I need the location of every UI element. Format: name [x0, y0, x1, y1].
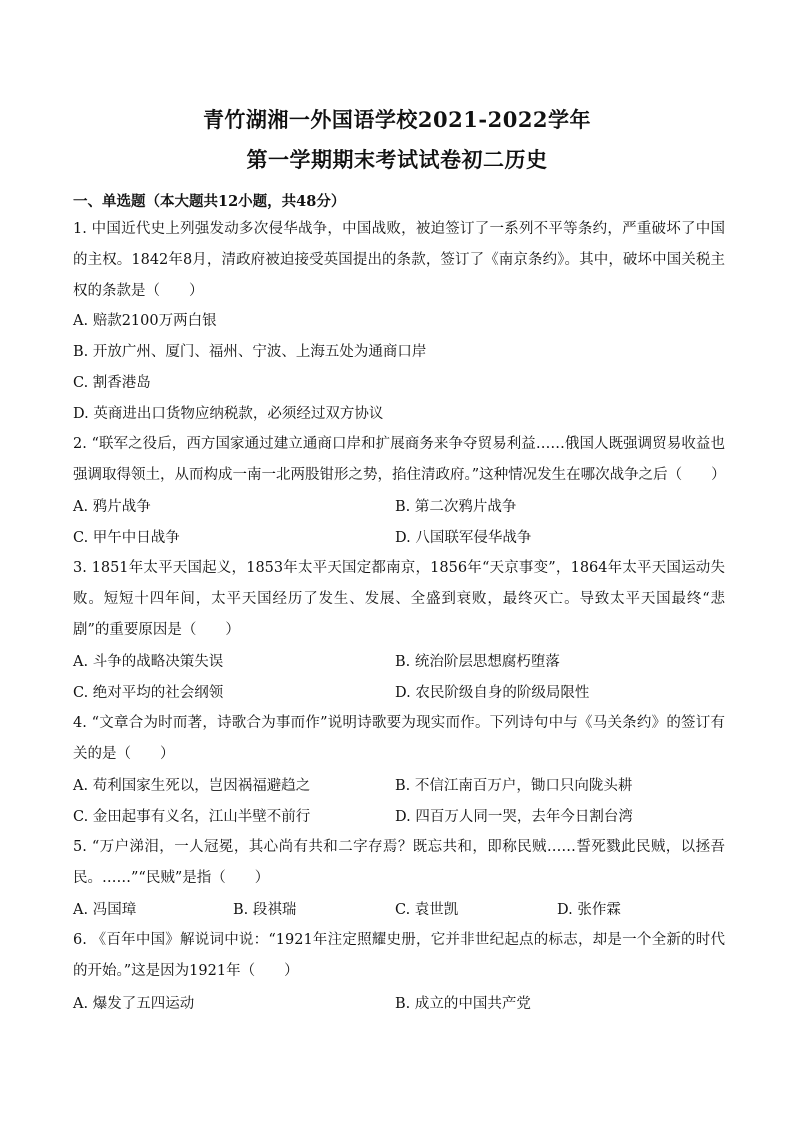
question-6-option-a[interactable]: A. 爆发了五四运动	[73, 996, 195, 1012]
question-5-option-b[interactable]: B. 段祺瑞	[233, 902, 297, 918]
question-4-option-c[interactable]: C. 金田起事有义名，江山半壁不前行	[73, 809, 311, 825]
question-1-stem: 1. 中国近代史上列强发动多次侵华战争，中国战败，被迫签订了一系列不平等条约，严重破坏了中国的主权。1842年8月，清政府被迫接受英国提出的条款，签订了《南京条约》。其中，破坏中国关税主权的条款是（ ）	[73, 221, 725, 299]
question-3-option-d[interactable]: D. 农民阶级自身的阶级局限性	[395, 685, 590, 701]
question-1-option-d[interactable]: D. 英商进出口货物应纳税款，必须经过双方协议	[73, 406, 384, 422]
question-1-option-a[interactable]: A. 赔款2100万两白银	[73, 313, 217, 329]
question-2-option-d[interactable]: D. 八国联军侵华战争	[395, 530, 532, 546]
question-1-option-c[interactable]: C. 割香港岛	[73, 375, 151, 391]
question-4-option-d[interactable]: D. 四百万人同一哭，去年今日割台湾	[395, 809, 633, 825]
question-3-option-a[interactable]: A. 斗争的战略决策失误	[73, 654, 224, 670]
exam-title-line1: 青竹湖湘一外国语学校2021-2022学年	[202, 107, 592, 132]
question-5-option-a[interactable]: A. 冯国璋	[73, 902, 137, 918]
question-6-stem: 6. 《百年中国》解说词中说：“1921年注定照耀史册，它并非世纪起点的标志，却是一个全新的时代的开始。”这是因为1921年（ ）	[73, 932, 725, 979]
question-2-option-c[interactable]: C. 甲午中日战争	[73, 530, 180, 546]
question-2-option-b[interactable]: B. 第二次鸦片战争	[395, 499, 517, 515]
question-2-stem: 2. “联军之役后，西方国家通过建立通商口岸和扩展商务来争夺贸易利益……俄国人既强调贸易收益也强调取得领土，从而构成一南一北两股钳形之势，掐住清政府。”这种情况发生在哪次战争之后（ ）	[73, 436, 726, 483]
question-3-option-b[interactable]: B. 统治阶层思想腐朽堕落	[395, 654, 560, 670]
exam-title-line2: 第一学期期末考试试卷初二历史	[246, 147, 548, 172]
question-4-stem: 4. “文章合为时而著，诗歌合为事而作”说明诗歌要为现实而作。下列诗句中与《马关条约》的签订有关的是（ ）	[73, 715, 725, 762]
question-3-stem: 3. 1851年太平天国起义，1853年太平天国定都南京，1856年“天京事变”，1864年太平天国运动失败。短短十四年间，太平天国经历了发生、发展、全盛到衰败，最终灭亡。导致太平天国最终“悲剧”的重要原因是（ ）	[73, 560, 725, 638]
question-3-option-c[interactable]: C. 绝对平均的社会纲领	[73, 685, 224, 701]
question-1-option-b[interactable]: B. 开放广州、厦门、福州、宁波、上海五处为通商口岸	[73, 344, 427, 360]
question-5-option-d[interactable]: D. 张作霖	[557, 902, 621, 918]
question-4-option-a[interactable]: A. 苟利国家生死以，岂因祸福避趋之	[73, 778, 311, 794]
question-6-option-b[interactable]: B. 成立的中国共产党	[395, 996, 531, 1012]
question-5-option-c[interactable]: C. 袁世凯	[395, 902, 459, 918]
section-heading: 一、单选题（本大题共12小题，共48分）	[73, 193, 346, 210]
question-4-option-b[interactable]: B. 不信江南百万户，锄口只向陇头耕	[395, 778, 633, 794]
question-2-option-a[interactable]: A. 鸦片战争	[73, 499, 151, 515]
question-5-stem: 5. “万户涕泪，一人冠冕，其心尚有共和二字存焉？既忘共和，即称民贼……誓死戮此民贼，以拯吾民。……”“民贼”是指（ ）	[73, 839, 725, 886]
